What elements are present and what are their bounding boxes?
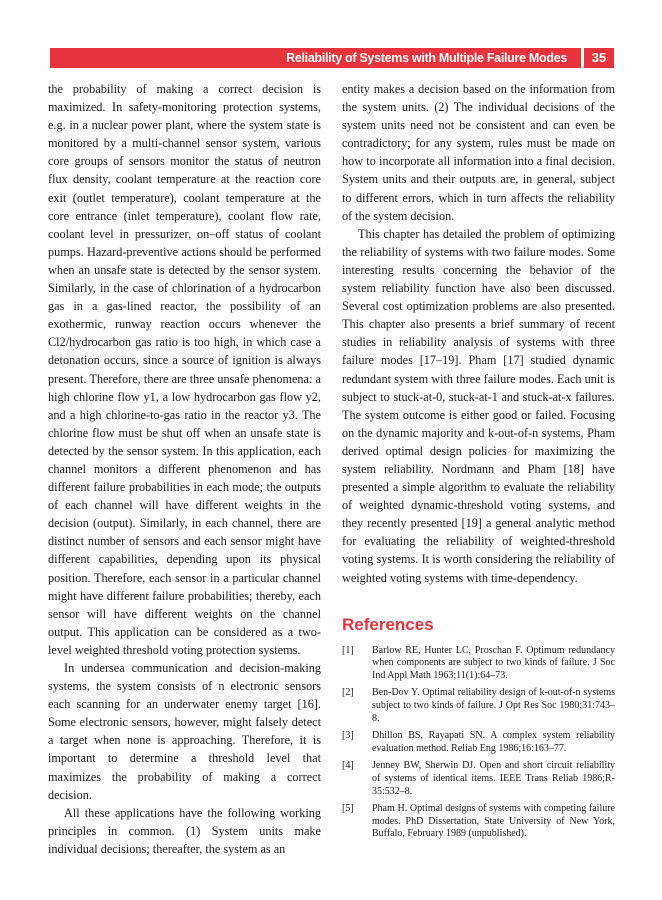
references-heading: References	[342, 614, 434, 634]
reference-text: Dhillon BS, Rayapati SN. A complex system reliability evaluation method. Reliab Eng 1986;16:163–77.	[372, 730, 615, 754]
reference-text: Jenney BW, Sherwin DJ. Open and short circuit reliability of systems of identical items. IEEE Trans Reliab 1986;R-35:532–8.	[372, 760, 615, 797]
right-column	[342, 80, 615, 846]
reference-number: [1]	[342, 644, 354, 656]
reference-item	[342, 730, 615, 755]
reference-text: Ben-Dov Y. Optimal reliability design of k-out-of-n systems subject to two kinds of failure. J Opt Res Soc 1980;31:743–8.	[372, 687, 615, 724]
running-title: Reliability of Systems with Multiple Failure Modes	[286, 51, 567, 65]
left-column	[48, 80, 321, 858]
reference-text: Barlow RE, Hunter LC, Proschan F. Optimum redundancy when components are subject to two kinds of failure. J Soc Ind Appl Math 1963;11(1):64–73.	[372, 644, 615, 681]
reference-number: [5]	[342, 803, 354, 815]
body-paragraph: In undersea communication and decision-making systems, the system consists of n electronic sensors each scanning for an underwater enemy target [16]. Some electronic sensors, however, might falsely detect a target when none is approaching. Therefore, it is important to determine a threshold level that maximizes the probability of making a correct decision.	[48, 661, 321, 802]
body-paragraph: This chapter has detailed the problem of optimizing the reliability of systems with two failure modes. Some interesting results concerning the behavior of the system reliability function have also been discussed. Several cost optimization problems are also presented. This chapter also presents a brief summary of recent studies in reliability analysis of systems with three failure modes [17–19]. Pham [17] studied dynamic redundant system with three failure modes. Each unit is subject to stuck-at-0, stuck-at-1 and stuck-at-x failures. The system outcome is either good or failed. Focusing on the dynamic majority and k-out-of-n systems, Pham derived optimal design policies for maximizing the system reliability. Nordmann and Pham [18] have presented a simple algorithm to evaluate the reliability of weighted dynamic-threshold voting systems, and they recently presented [19] a general analytic method for evaluating the reliability of weighted-threshold voting systems. It is worth considering the reliability of weighted voting systems with time-dependency.	[342, 226, 615, 585]
reference-list	[342, 645, 615, 841]
reference-item	[342, 760, 615, 798]
body-paragraph: the probability of making a correct decision is maximized. In safety-monitoring protection systems, e.g. in a nuclear power plant, where the system state is monitored by a multi-channel sensor system, various core groups of sensors monitor the status of neutron flux density, coolant temperature at the reaction core exit (outlet temperature), coolant temperature at the core entrance (inlet temperature), coolant flow rate, coolant level in pressurizer, on–off status of coolant pumps. Hazard-preventive actions should be performed when an unsafe state is detected by the sensor system. Similarly, in the case of chlorination of a hydrocarbon gas in a gas-lined reactor, the possibility of an exothermic, runway reaction occurs whenever the Cl2/hydrocarbon gas ratio is too high, in which case a detonation occurs, since a source of ignition is always present. Therefore, there are three unsafe phenomena: a high chlorine flow y1, a low hydrocarbon gas flow y2, and a high chlorine-to-gas ratio in the reactor y3. The chlorine flow must be shut off when an unsafe state is detected by the sensor system. In this application, each channel monitors a different phenomenon and has different failure probabilities in each mode; the outputs of each channel will have different weights in the decision (output). Similarly, in each channel, there are distinct number of sensors and each sensor might have different capabilities, depending upon its physical position. Therefore, each sensor in a particular channel might have different failure probabilities; thereby, each sensor will have different weights on the channel output. This application can be considered as a two-level weighted threshold voting protection systems.	[48, 82, 321, 657]
body-paragraph: entity makes a decision based on the information from the system units. (2) The individual decisions of the system units need not be consistent and can even be contradictory; for any system, rules must be made on how to incorporate all information into a final decision. System units and their outputs are, in general, subject to different errors, which in turn affects the reliability of the system decision.	[342, 82, 615, 223]
reference-text: Pham H. Optimal designs of systems with competing failure modes. PhD Dissertation, State University of New York, Buffalo, February 1989 (unpublished).	[372, 803, 615, 840]
body-paragraph: All these applications have the following working principles in common. (1) System units make individual decisions; thereafter, the system as an	[48, 805, 321, 856]
reference-item	[342, 645, 615, 683]
reference-number: [4]	[342, 760, 354, 772]
reference-number: [2]	[342, 687, 354, 699]
reference-item	[342, 687, 615, 725]
running-header-bar	[50, 48, 581, 68]
reference-item	[342, 803, 615, 841]
reference-number: [3]	[342, 730, 354, 742]
page-number: 35	[584, 48, 614, 68]
